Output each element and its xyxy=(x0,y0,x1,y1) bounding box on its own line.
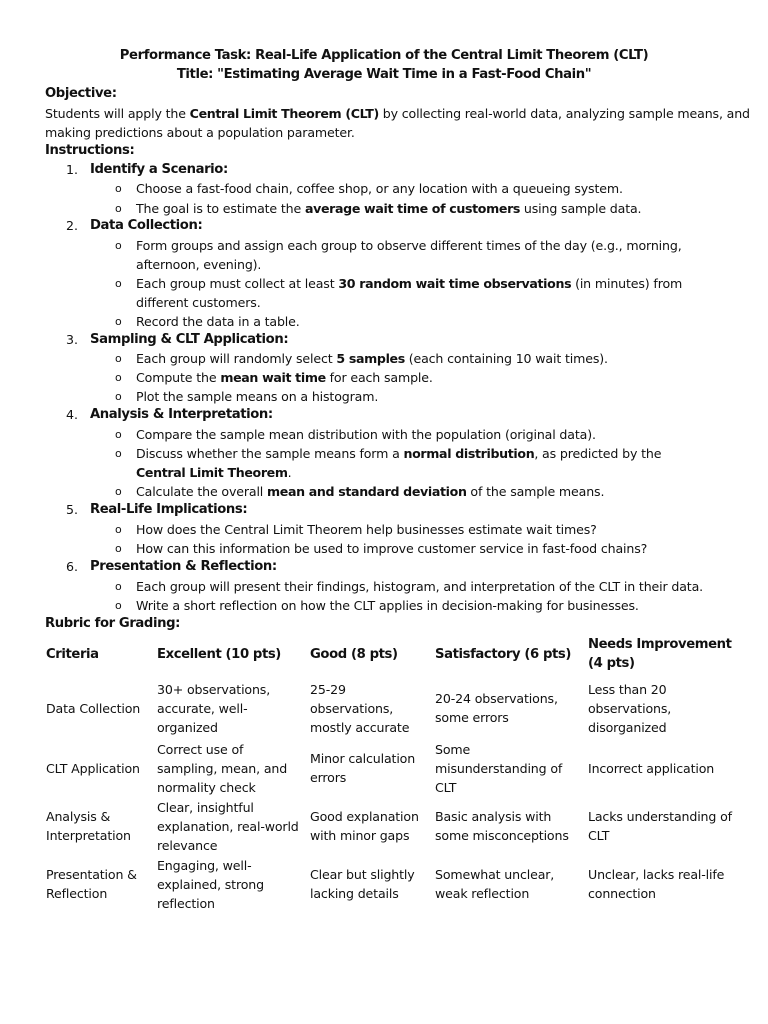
step-number: 2. xyxy=(66,218,79,233)
table-cell: Clear, insightful explanation, real-world relevance xyxy=(157,799,299,853)
bullet-text: Each group will present their findings, histogram, and interpretation of the CLT in their data. xyxy=(136,579,703,594)
bullet-marker: o xyxy=(115,315,122,328)
table-cell-criteria: Analysis & Interpretation xyxy=(46,809,131,843)
instructions-heading: Instructions: xyxy=(45,143,135,158)
step-title: Real-Life Implications: xyxy=(90,502,248,517)
bullet-marker: o xyxy=(115,580,122,593)
bullet-text: Each group must collect at least 30 random wait time observations (in minutes) from different customers. xyxy=(136,276,683,310)
rubric-table xyxy=(43,631,740,913)
bullet-text: Compare the sample mean distribution with the population (original data). xyxy=(136,427,596,442)
bullet-marker: o xyxy=(115,599,122,612)
bullet-text: How does the Central Limit Theorem help businesses estimate wait times? xyxy=(136,522,597,537)
bullet-text: Choose a fast-food chain, coffee shop, or any location with a queueing system. xyxy=(136,181,623,196)
instruction-step xyxy=(0,502,768,521)
rubric-heading: Rubric for Grading: xyxy=(45,616,180,631)
step-number: 3. xyxy=(66,332,79,347)
table-cell: Less than 20 observations, disorganized xyxy=(588,681,672,735)
bullet-text: Each group will randomly select 5 samples (each containing 10 wait times). xyxy=(136,351,608,366)
table-cell: Incorrect application xyxy=(588,760,715,776)
column-header-criteria: Criteria xyxy=(46,646,99,662)
table-cell-criteria: Presentation & Reflection xyxy=(46,867,137,901)
bullet-text: Plot the sample means on a histogram. xyxy=(136,389,379,404)
table-cell: Somewhat unclear, weak reflection xyxy=(435,867,555,901)
table-cell: Correct use of sampling, mean, and normality check xyxy=(157,741,288,795)
bullet-marker: o xyxy=(115,542,122,555)
column-header-good: Good (8 pts) xyxy=(310,646,398,662)
bullet-marker: o xyxy=(115,202,122,215)
table-row xyxy=(43,677,740,739)
bullet-text: Compute the mean wait time for each sample. xyxy=(136,370,433,385)
step-title: Presentation & Reflection: xyxy=(90,559,277,574)
step-number: 1. xyxy=(66,162,79,177)
document-title-line-2: Title: "Estimating Average Wait Time in a Fast-Food Chain" xyxy=(176,67,592,82)
instruction-step xyxy=(0,218,768,237)
step-title: Identify a Scenario: xyxy=(90,162,228,177)
table-cell: Basic analysis with some misconceptions xyxy=(435,809,569,843)
bullet-marker: o xyxy=(115,428,122,441)
objective-heading: Objective: xyxy=(45,86,117,101)
objective-text-line2: making predictions about a population parameter. xyxy=(45,125,355,140)
step-title: Sampling & CLT Application: xyxy=(90,332,289,347)
bullet-text: Discuss whether the sample means form a normal distribution, as predicted by the Central Limit Theorem. xyxy=(136,446,662,480)
bullet-text: Write a short reflection on how the CLT applies in decision-making for businesses. xyxy=(136,598,639,613)
step-number: 4. xyxy=(66,407,79,422)
column-header-excellent: Excellent (10 pts) xyxy=(157,646,281,662)
table-cell: Some misunderstanding of CLT xyxy=(435,741,563,795)
table-cell: Engaging, well-explained, strong reflection xyxy=(157,857,264,911)
bullet-marker: o xyxy=(115,239,122,252)
table-cell: 30+ observations, accurate, well-organized xyxy=(157,681,271,735)
step-number: 6. xyxy=(66,559,79,574)
step-title: Analysis & Interpretation: xyxy=(90,407,273,422)
bullet-marker: o xyxy=(115,277,122,290)
table-cell-criteria: CLT Application xyxy=(46,760,140,776)
column-header-satisfactory: Satisfactory (6 pts) xyxy=(435,646,571,662)
table-cell: 20-24 observations, some errors xyxy=(435,691,558,725)
step-number: 5. xyxy=(66,502,79,517)
bullet-marker: o xyxy=(115,447,122,460)
bullet-marker: o xyxy=(115,390,122,403)
bullet-text: The goal is to estimate the average wait time of customers using sample data. xyxy=(136,201,642,216)
objective-text-bold: Central Limit Theorem (CLT) xyxy=(189,106,379,121)
bullet-marker: o xyxy=(115,371,122,384)
table-row xyxy=(43,797,740,855)
table-cell: Unclear, lacks real-life connection xyxy=(588,867,725,901)
table-cell: Clear but slightly lacking details xyxy=(310,867,415,901)
bullet-text: Calculate the overall mean and standard deviation of the sample means. xyxy=(136,484,605,499)
table-cell: Lacks understanding of CLT xyxy=(588,809,732,843)
table-cell: 25-29 observations, mostly accurate xyxy=(310,681,410,735)
instruction-step xyxy=(0,559,768,578)
objective-text xyxy=(45,104,750,142)
bullet-marker: o xyxy=(115,182,122,195)
rubric-header-row xyxy=(43,631,740,677)
bullet-text: How can this information be used to improve customer service in fast-food chains? xyxy=(136,541,648,556)
table-cell-criteria: Data Collection xyxy=(46,700,141,716)
bullet-text: Record the data in a table. xyxy=(136,314,300,329)
document-title-line-1: Performance Task: Real-Life Application of the Central Limit Theorem (CLT) xyxy=(119,48,649,63)
step-title: Data Collection: xyxy=(90,218,203,233)
table-cell: Minor calculation errors xyxy=(310,751,416,785)
column-header-needs-improvement: Needs Improvement (4 pts) xyxy=(588,637,732,671)
table-row xyxy=(43,739,740,797)
table-cell: Good explanation with minor gaps xyxy=(310,809,419,843)
objective-text-post: by collecting real-world data, analyzing sample means, and xyxy=(378,106,750,121)
table-row xyxy=(43,855,740,913)
bullet-text: Form groups and assign each group to observe different times of the day (e.g., morning, afternoon, evening). xyxy=(136,238,682,272)
instruction-step xyxy=(0,407,768,426)
bullet-marker: o xyxy=(115,523,122,536)
objective-text-pre: Students will apply the xyxy=(45,106,190,121)
bullet-marker: o xyxy=(115,352,122,365)
bullet-marker: o xyxy=(115,485,122,498)
